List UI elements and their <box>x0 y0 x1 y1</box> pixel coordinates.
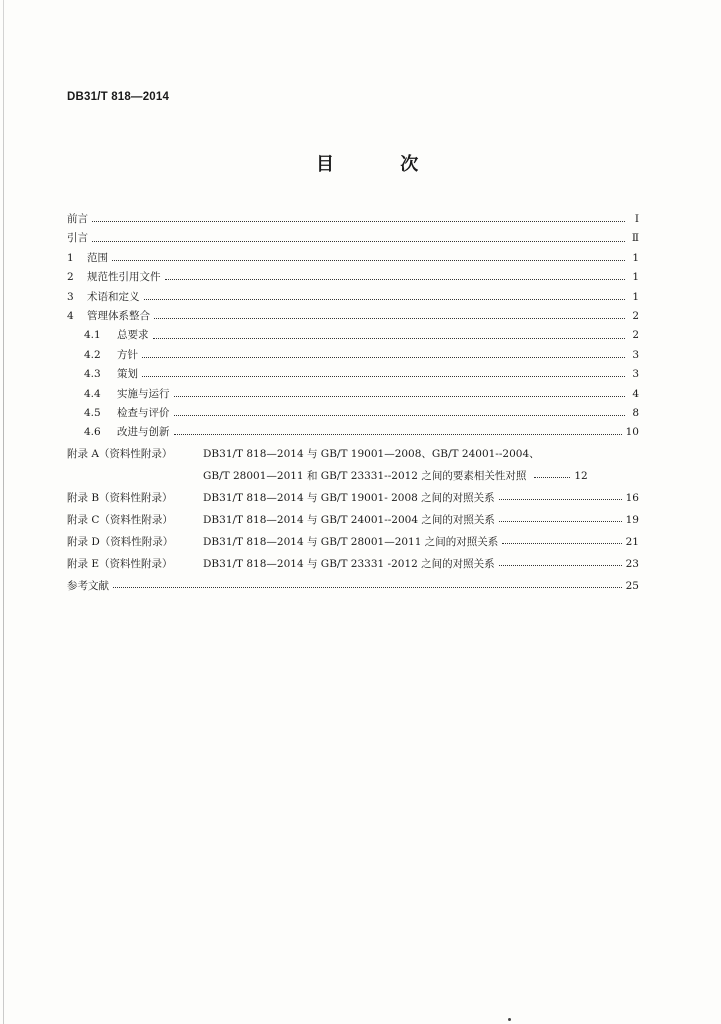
toc-page: 1 <box>632 290 639 303</box>
appendix-title: DB31/T 818—2014 与 GB/T 24001--2004 之间的对照关系 <box>203 513 495 526</box>
dot-leader <box>142 375 625 377</box>
dot-leader <box>92 220 625 222</box>
toc-label: 实施与运行 <box>117 387 170 400</box>
toc-label: 管理体系整合 <box>87 309 150 322</box>
dot-leader <box>534 476 570 478</box>
toc-page: 25 <box>625 579 639 592</box>
toc-page: 2 <box>632 309 639 322</box>
table-of-contents <box>67 210 639 597</box>
toc-page: 16 <box>625 491 639 504</box>
dot-leader <box>144 298 626 300</box>
toc-page: 4 <box>632 387 639 400</box>
dot-leader <box>502 542 621 544</box>
toc-number: 2 <box>67 271 74 284</box>
appendix-title-line-1: DB31/T 818—2014 与 GB/T 19001—2008、GB/T 24001--2004、 <box>203 447 540 460</box>
toc-page: 1 <box>632 251 639 264</box>
toc-label: 改进与创新 <box>117 426 170 439</box>
dot-leader <box>174 414 626 416</box>
dot-leader <box>499 564 622 566</box>
toc-label: 术语和定义 <box>87 290 140 303</box>
toc-label: 引言 <box>67 232 88 245</box>
toc-number: 4.2 <box>84 348 101 361</box>
toc-entry-3[interactable] <box>67 288 639 307</box>
toc-label: 前言 <box>67 213 88 225</box>
toc-page: 12 <box>574 469 588 482</box>
toc-entry-appendix-e[interactable] <box>67 553 639 575</box>
toc-number: 4.6 <box>84 426 101 439</box>
scan-speck <box>508 1018 511 1021</box>
toc-entry-references[interactable] <box>67 575 639 597</box>
page-title: 目 次 <box>316 154 449 175</box>
dot-leader <box>153 337 626 339</box>
toc-entry-introduction[interactable] <box>67 229 639 248</box>
toc-number: 4.4 <box>84 387 101 400</box>
toc-entry-foreword[interactable] <box>67 210 639 229</box>
toc-label: 规范性引用文件 <box>87 271 161 284</box>
dot-leader <box>165 278 626 280</box>
toc-number: 4.5 <box>84 406 101 419</box>
toc-label: 参考文献 <box>67 579 109 592</box>
toc-label: 检查与评价 <box>117 406 170 419</box>
toc-number: 4.3 <box>84 368 101 381</box>
appendix-heading: 附录 C（资料性附录） <box>67 513 173 526</box>
dot-leader <box>142 356 625 358</box>
document-code: DB31/T 818—2014 <box>67 91 170 103</box>
toc-number: 1 <box>67 251 74 264</box>
toc-label: 策划 <box>117 368 138 381</box>
toc-entry-4-6[interactable] <box>67 423 639 442</box>
dot-leader <box>92 240 625 242</box>
dot-leader <box>499 520 622 522</box>
appendix-heading: 附录 D（资料性附录） <box>67 535 174 548</box>
toc-page: 19 <box>625 513 639 526</box>
toc-label: 总要求 <box>117 329 149 342</box>
toc-page: 1 <box>632 271 639 284</box>
appendix-title: DB31/T 818—2014 与 GB/T 28001—2011 之间的对照关系 <box>203 535 499 548</box>
appendix-title: DB31/T 818—2014 与 GB/T 19001- 2008 之间的对照关系 <box>203 491 495 504</box>
toc-page: 2 <box>632 329 639 342</box>
toc-entry-4-4[interactable] <box>67 385 639 404</box>
dot-leader <box>113 586 622 588</box>
toc-entry-4-5[interactable] <box>67 404 639 423</box>
toc-page: 21 <box>625 535 639 548</box>
appendix-heading: 附录 E（资料性附录） <box>67 557 173 570</box>
toc-page: Ⅰ <box>634 213 639 225</box>
appendix-title-line-2: GB/T 28001—2011 和 GB/T 23331--2012 之间的要素相关性对照 <box>203 469 527 482</box>
toc-label: 方针 <box>117 348 138 361</box>
toc-entry-4[interactable] <box>67 307 639 326</box>
toc-entry-appendix-c[interactable] <box>67 509 639 531</box>
toc-entry-appendix-b[interactable] <box>67 487 639 509</box>
toc-entry-4-1[interactable] <box>67 326 639 345</box>
toc-entry-appendix-a[interactable] <box>67 443 639 465</box>
toc-label: 范围 <box>87 251 108 264</box>
toc-entry-2[interactable] <box>67 268 639 287</box>
toc-entry-appendix-a-continued[interactable] <box>67 465 639 487</box>
toc-number: 3 <box>67 290 74 303</box>
scan-edge-line <box>3 0 4 1024</box>
toc-page: 3 <box>632 368 639 381</box>
dot-leader <box>499 498 622 500</box>
toc-entry-4-3[interactable] <box>67 365 639 384</box>
toc-page: 3 <box>632 348 639 361</box>
toc-entry-1[interactable] <box>67 249 639 268</box>
dot-leader <box>174 395 626 397</box>
dot-leader <box>174 433 622 435</box>
toc-entry-appendix-d[interactable] <box>67 531 639 553</box>
toc-page: 10 <box>625 426 639 439</box>
toc-entry-4-2[interactable] <box>67 346 639 365</box>
appendix-heading: 附录 B（资料性附录） <box>67 491 173 504</box>
toc-page: 23 <box>625 557 639 570</box>
dot-leader <box>154 317 625 319</box>
dot-leader <box>112 259 625 261</box>
appendix-heading: 附录 A（资料性附录） <box>67 447 173 460</box>
appendix-title: DB31/T 818—2014 与 GB/T 23331 -2012 之间的对照关系 <box>203 557 495 570</box>
toc-number: 4 <box>67 309 74 322</box>
toc-page: Ⅱ <box>631 232 639 245</box>
toc-page: 8 <box>632 406 639 419</box>
toc-number: 4.1 <box>84 329 101 342</box>
